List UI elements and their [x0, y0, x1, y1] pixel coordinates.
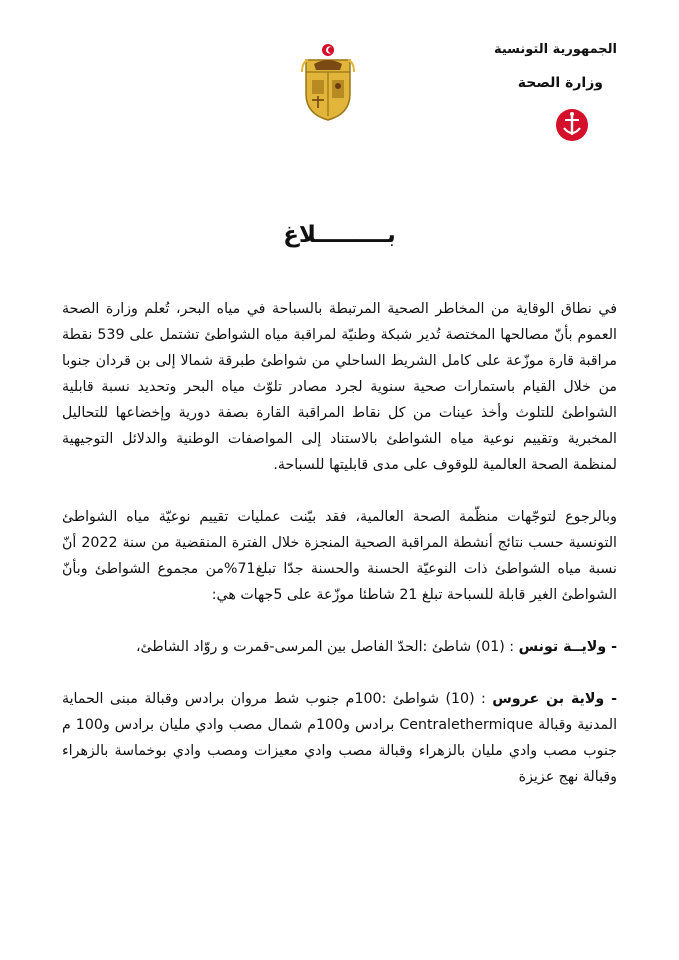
ministry-health-logo-icon	[555, 108, 589, 142]
governorate-label: - ولاية بن عروس	[492, 691, 617, 707]
tunisia-coat-of-arms-icon	[300, 42, 356, 122]
paragraph-results: وبالرجوع لتوجّهات منظّمة الصحة العالمية، فقد بيّنت عمليات تقييم نوعيّة مياه الشواطئ التونسية حسب نتائج أنشطة المراقبة الصحية المنجزة خلال الفترة المنقضية من سنة 2022 أنّ نسبة مياه الشواطئ ذات النوعيّة الحسنة والحسنة جدّا تبلغ71%من مجموع الشواطئ وبأنّ الشواطئ الغير قابلة للسباحة تبلغ 21 شاطئا موزّعة على 5جهات هي:	[62, 509, 617, 603]
governorate-details: : (10) شواطئ :100م جنوب شط مروان برادس وقبالة مبنى الحماية المدنية وقبالة Centralethermique برادس و100م شمال مصب وادي مليان برادس و100 م جنوب مصب وادي مليان بالزهراء وقبالة مصب وادي معيزات ومصب وادي بوخماسة بالزهراء وقبالة نهج عزيزة	[62, 691, 618, 785]
list-item-ben-arous	[62, 686, 617, 790]
ministry-name: وزارة الصحة	[517, 75, 603, 91]
page-title: بـــــــــلاغ	[283, 222, 396, 248]
governorate-label: - ولايــة تونس	[518, 639, 617, 655]
document-body	[62, 296, 617, 790]
paragraph-intro: في نطاق الوقاية من المخاطر الصحية المرتبطة بالسباحة في مياه البحر، تُعلم وزارة الصحة العموم بأنّ مصالحها المختصة تُدير شبكة وطنيّة لمراقبة مياه الشواطئ تشتمل على 539 نقطة مراقبة قارة موزّعة على كامل الشريط الساحلي من شواطئ طبرقة شمالا إلى بن قردان جنوبا من خلال القيام باستمارات صحية سنوية لجرد مصادر تلوّث مياه البحر وتحديد نسبة قابلية الشواطئ للتلوث وأخذ عينات من كل نقاط المراقبة القارة بصفة دورية وإخضاعها للتحاليل المخبرية وتقييم نوعية مياه الشواطئ بالاستناد إلى المواصفات الوطنية والدلائل التوجيهية لمنظمة الصحة العالمية للوقوف على مدى قابليتها للسباحة.	[62, 301, 617, 473]
governorate-details: : (01) شاطئ :الحدّ الفاصل بين المرسى-قمرت و روّاد الشاطئ،	[135, 639, 515, 655]
letterhead	[457, 42, 617, 91]
list-item-tunis	[62, 634, 617, 660]
republic-name: الجمهورية التونسية	[493, 42, 617, 57]
